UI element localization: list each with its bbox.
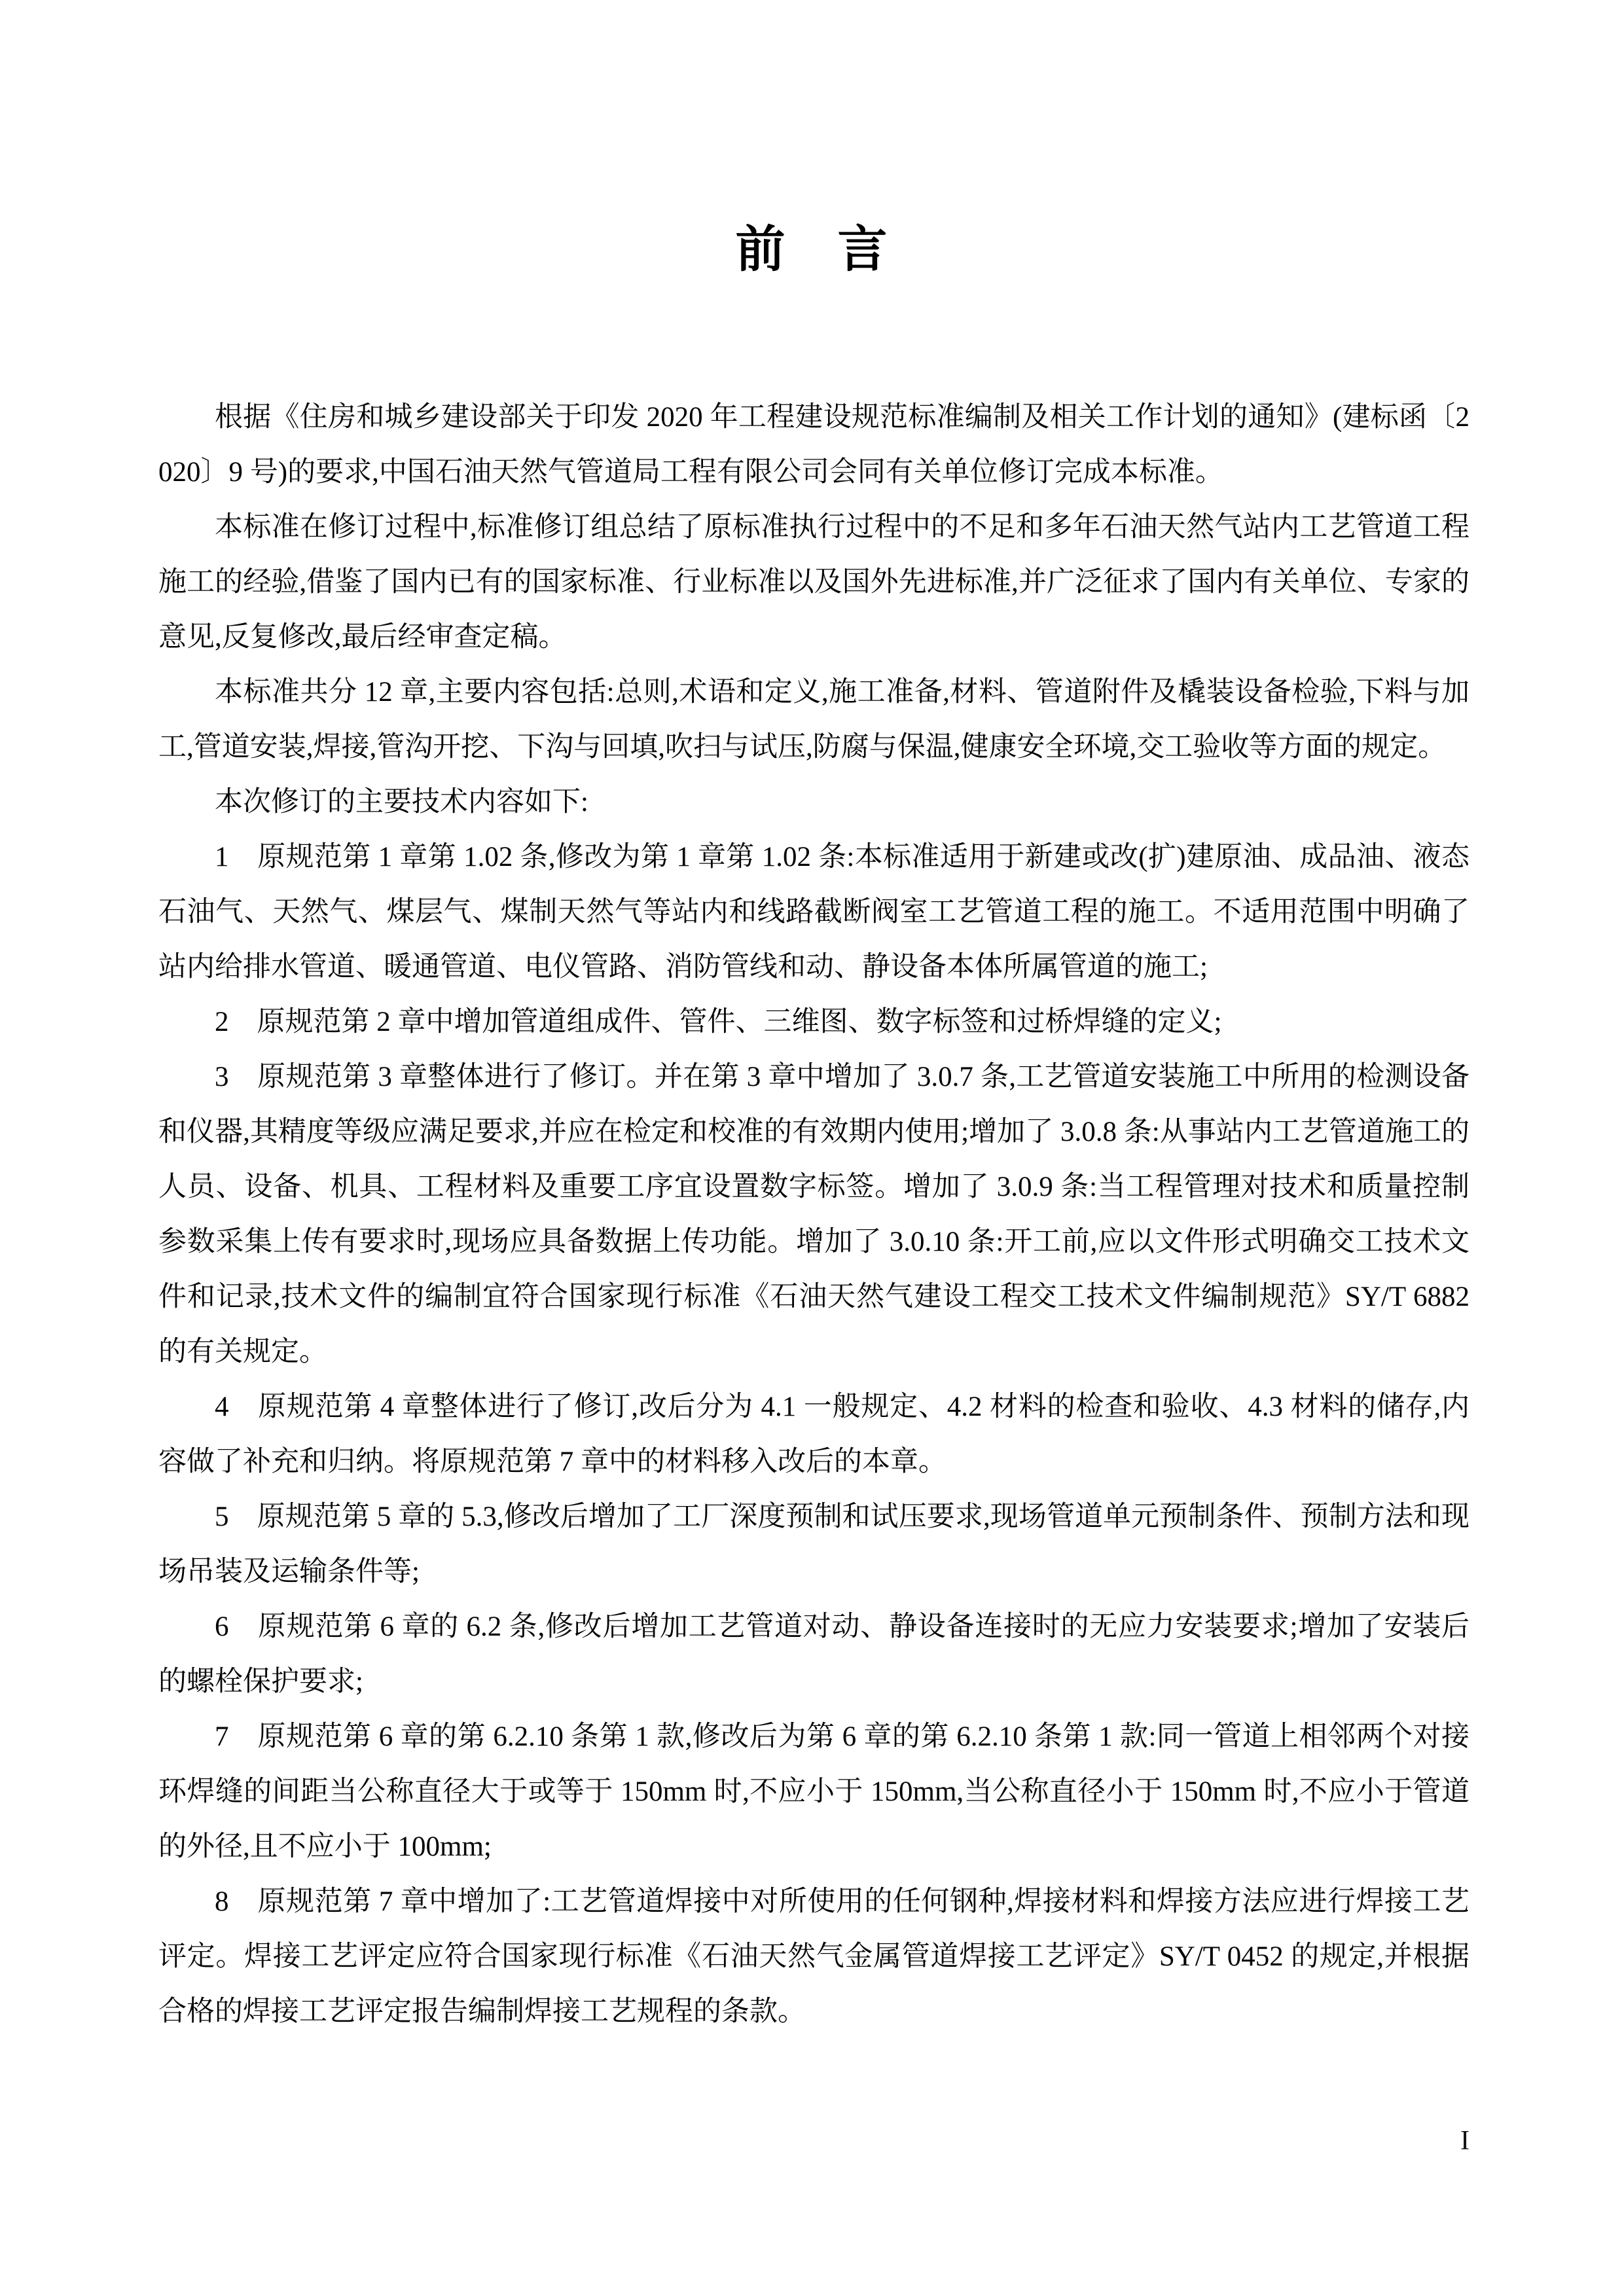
paragraph-basis: 根据《住房和城乡建设部关于印发 2020 年工程建设规范标准编制及相关工作计划的通知》(建标函〔2020〕9 号)的要求,中国石油天然气管道局工程有限公司会同有关单位修订完成本标准。 <box>158 402 1470 488</box>
revision-item-3: 3 原规范第 3 章整体进行了修订。并在第 3 章中增加了 3.0.7 条,工艺管道安装施工中所用的检测设备和仪器,其精度等级应满足要求,并应在检定和校准的有效期内使用;增加了 3.0.8 条:从事站内工艺管道施工的人员、设备、机具、工程材料及重要工序宜设置数字标签。增加了 3.0.9 条:当工程管理对技术和质量控制参数采集上传有要求时,现场应具备数据上传功能。增加了 3.0.10 条:开工前,应以文件形式明确交工技术文件和记录,技术文件的编制宜符合国家现行标准《石油天然气建设工程交工技术文件编制规范》SY/T 6882 的有关规定。 <box>158 1062 1470 1367</box>
revision-item-6: 6 原规范第 6 章的 6.2 条,修改后增加工艺管道对动、静设备连接时的无应力安装要求;增加了安装后的螺栓保护要求; <box>158 1611 1470 1697</box>
paragraph-revision-intro: 本次修订的主要技术内容如下: <box>215 787 588 817</box>
paragraph-chapters-overview: 本标准共分 12 章,主要内容包括:总则,术语和定义,施工准备,材料、管道附件及橇装设备检验,下料与加工,管道安装,焊接,管沟开挖、下沟与回填,吹扫与试压,防腐与保温,健康安全环境,交工验收等方面的规定。 <box>158 677 1470 762</box>
page-number: I <box>1460 2126 1470 2156</box>
paragraph-revision-process: 本标准在修订过程中,标准修订组总结了原标准执行过程中的不足和多年石油天然气站内工艺管道工程施工的经验,借鉴了国内已有的国家标准、行业标准以及国外先进标准,并广泛征求了国内有关单位、专家的意见,反复修改,最后经审查定稿。 <box>158 512 1470 653</box>
revision-item-8: 8 原规范第 7 章中增加了:工艺管道焊接中对所使用的任何钢种,焊接材料和焊接方法应进行焊接工艺评定。焊接工艺评定应符合国家现行标准《石油天然气金属管道焊接工艺评定》SY/T 0452 的规定,并根据合格的焊接工艺评定报告编制焊接工艺规程的条款。 <box>158 1886 1470 2027</box>
page-title: 前 言 <box>735 222 889 278</box>
revision-item-4: 4 原规范第 4 章整体进行了修订,改后分为 4.1 一般规定、4.2 材料的检查和验收、4.3 材料的储存,内容做了补充和归纳。将原规范第 7 章中的材料移入改后的本章。 <box>158 1391 1470 1477</box>
foreword-body <box>158 390 1470 2039</box>
revision-item-1: 1 原规范第 1 章第 1.02 条,修改为第 1 章第 1.02 条:本标准适用于新建或改(扩)建原油、成品油、液态石油气、天然气、煤层气、煤制天然气等站内和线路截断阀室工艺管道工程的施工。不适用范围中明确了站内给排水管道、暖通管道、电仪管路、消防管线和动、静设备本体所属管道的施工; <box>158 842 1470 982</box>
revision-item-5: 5 原规范第 5 章的 5.3,修改后增加了工厂深度预制和试压要求,现场管道单元预制条件、预制方法和现场吊装及运输条件等; <box>158 1501 1470 1587</box>
revision-item-7: 7 原规范第 6 章的第 6.2.10 条第 1 款,修改后为第 6 章的第 6.2.10 条第 1 款:同一管道上相邻两个对接环焊缝的间距当公称直径大于或等于 150mm 时,不应小于 150mm,当公称直径小于 150mm 时,不应小于管道的外径,且不应小于 100mm; <box>158 1721 1470 1862</box>
revision-item-2: 2 原规范第 2 章中增加管道组成件、管件、三维图、数字标签和过桥焊缝的定义; <box>215 1007 1222 1037</box>
